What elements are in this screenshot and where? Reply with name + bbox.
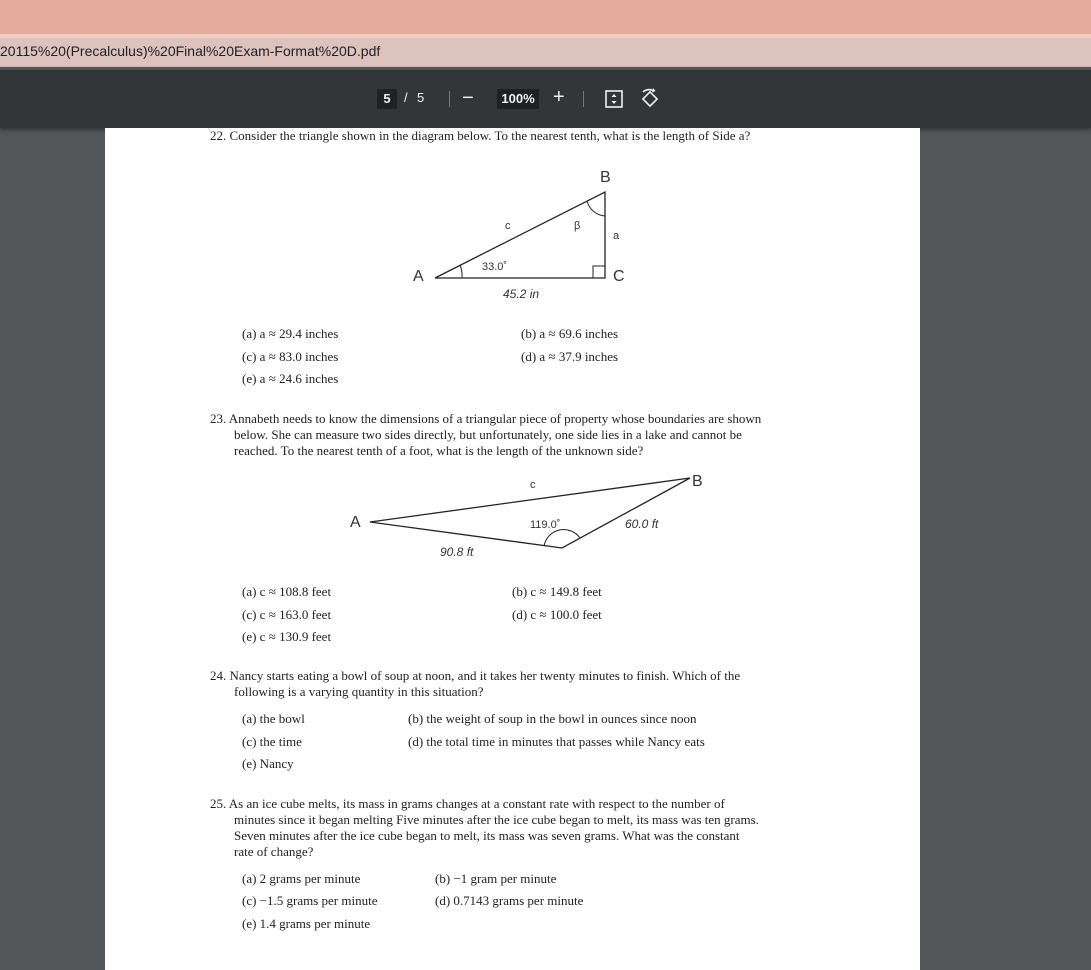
window-top-band: [0, 0, 1091, 34]
choice-23c: (c) c ≈ 163.0 feet: [242, 607, 332, 622]
choice-22a: (a) a ≈ 29.4 inches: [242, 326, 339, 341]
file-title-bar: [0, 38, 1091, 67]
side-a-label: a: [613, 230, 620, 242]
page-separator: /: [404, 90, 408, 105]
angle-beta-label: β: [574, 220, 581, 232]
vertex-a-label: A: [350, 514, 361, 531]
choice-25a: (a) 2 grams per minute: [242, 871, 361, 886]
angle-label: 119.0˚: [530, 519, 561, 531]
choice-22d: (d) a ≈ 37.9 inches: [521, 349, 619, 364]
choice-25d: (d) 0.7143 grams per minute: [435, 893, 584, 908]
toolbar-divider: [449, 91, 450, 107]
toolbar-divider: [583, 91, 584, 107]
base-length-label: 45.2 in: [503, 287, 540, 301]
side-right-label: 60.0 ft: [625, 517, 659, 531]
question-25-stem: rate of change?: [234, 844, 314, 859]
angle-a-label: 33.0˚: [482, 261, 508, 273]
triangle-diagram-q23: [340, 466, 720, 561]
choice-24b: (b) the weight of soup in the bowl in ounces since noon: [408, 711, 697, 726]
choice-22b: (b) a ≈ 69.6 inches: [521, 326, 619, 341]
file-name: 20115%20(Precalculus)%20Final%20Exam-Format%20D.pdf: [0, 43, 381, 59]
choice-23a: (a) c ≈ 108.8 feet: [242, 584, 332, 599]
pdf-toolbar: [0, 70, 1091, 128]
choice-23e: (e) c ≈ 130.9 feet: [242, 629, 332, 644]
question-22-stem: 22. Consider the triangle shown in the diagram below. To the nearest tenth, what is the length of Side a?: [210, 128, 751, 143]
zoom-level-input[interactable]: 100%: [497, 89, 539, 109]
vertex-c-label: C: [613, 268, 625, 285]
choice-25c: (c) −1.5 grams per minute: [242, 893, 378, 908]
choice-25e: (e) 1.4 grams per minute: [242, 916, 371, 931]
vertex-a-label: A: [413, 268, 424, 285]
vertex-b-label: B: [692, 473, 703, 490]
rotate-icon[interactable]: [639, 88, 659, 108]
choice-24e: (e) Nancy: [242, 756, 294, 771]
side-c-label: c: [505, 220, 511, 232]
question-25-stem: Seven minutes after the ice cube began to melt, its mass was seven grams. What was the constant: [234, 828, 740, 843]
choice-23d: (d) c ≈ 100.0 feet: [512, 607, 602, 622]
choice-24d: (d) the total time in minutes that passes while Nancy eats: [408, 734, 705, 749]
side-left-label: 90.8 ft: [440, 545, 474, 559]
side-c-label: c: [530, 479, 536, 491]
choice-22e: (e) a ≈ 24.6 inches: [242, 371, 339, 386]
pdf-page: [105, 128, 920, 970]
question-23-stem: 23. Annabeth needs to know the dimensions of a triangular piece of property whose boundaries are shown: [210, 411, 762, 426]
zoom-in-button[interactable]: +: [553, 86, 565, 108]
zoom-out-button[interactable]: −: [462, 87, 474, 109]
question-25-stem: minutes since it began melting Five minutes after the ice cube began to melt, its mass was ten grams.: [234, 812, 759, 827]
choice-24c: (c) the time: [242, 734, 302, 749]
question-24-stem: 24. Nancy starts eating a bowl of soup at noon, and it takes her twenty minutes to finish. Which of the: [210, 668, 741, 683]
choice-25b: (b) −1 gram per minute: [435, 871, 557, 886]
vertex-b-label: B: [600, 169, 611, 186]
page-total: 5: [417, 90, 425, 105]
question-23-stem: reached. To the nearest tenth of a foot, what is the length of the unknown side?: [234, 443, 644, 458]
fit-to-page-icon[interactable]: [604, 89, 624, 109]
question-25-stem: 25. As an ice cube melts, its mass in grams changes at a constant rate with respect to the number of: [210, 796, 725, 811]
page-number-input[interactable]: 5: [377, 89, 397, 109]
question-24-stem: following is a varying quantity in this situation?: [234, 684, 484, 699]
question-23-stem: below. She can measure two sides directly, but unfortunately, one side lies in a lake and cannot be: [234, 427, 742, 442]
choice-22c: (c) a ≈ 83.0 inches: [242, 349, 339, 364]
triangle-diagram-q22: [405, 163, 645, 303]
choice-23b: (b) c ≈ 149.8 feet: [512, 584, 602, 599]
choice-24a: (a) the bowl: [242, 711, 305, 726]
